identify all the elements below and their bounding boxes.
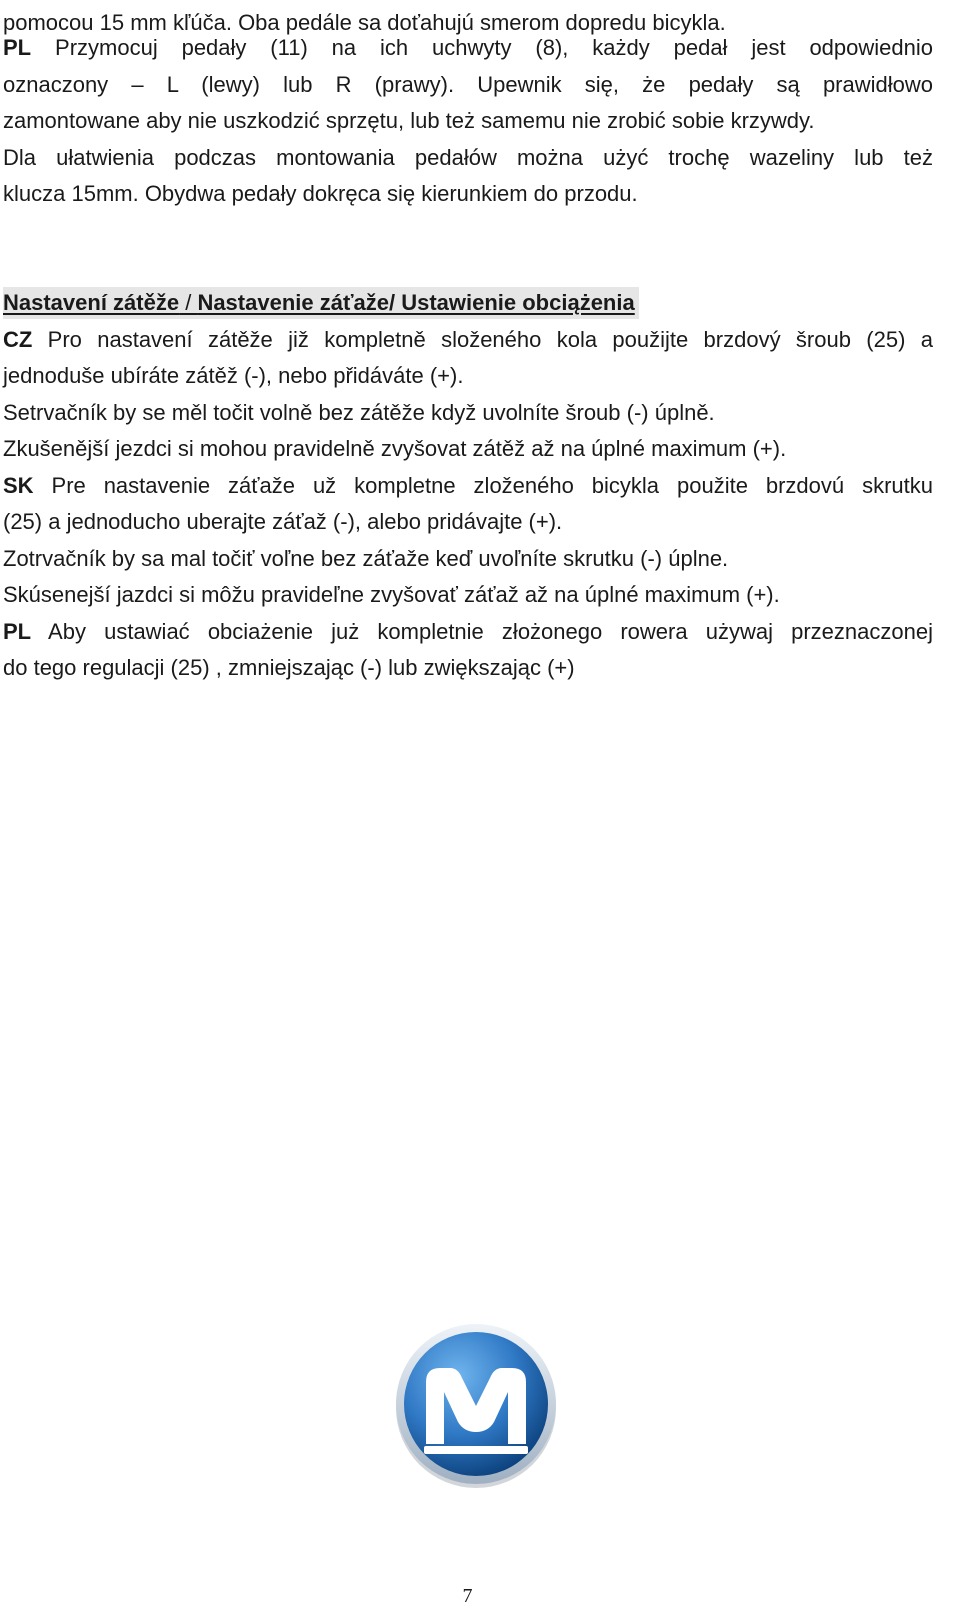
heading-part: Nastavení zátěže: [3, 290, 180, 315]
text-line: [3, 102, 933, 139]
text-line-content: Zkušenější jezdci si mohou pravidelně zvyšovat zátěž až na úplné maximum (+).: [3, 436, 787, 461]
brand-logo-icon: [392, 1322, 560, 1490]
text-line: [3, 613, 933, 650]
text-line-content: Aby ustawiać obciażenie już kompletnie złożonego rowera używaj przeznaczonej: [48, 619, 933, 644]
text-line: [3, 576, 933, 613]
text-line-content: Skúsenejší jazdci si môžu pravideľne zvyšovať záťaž až na úplné maximum (+).: [3, 582, 780, 607]
text-line: [3, 394, 933, 431]
text-line-content: zamontowane aby nie uszkodzić sprzętu, lub też samemu nie zrobić sobie krzywdy.: [3, 108, 815, 133]
text-line: [3, 503, 933, 540]
text-line: [3, 321, 933, 358]
language-code: PL: [3, 619, 32, 644]
text-line-content: do tego regulacji (25) , zmniejszając (-) lub zwiększając (+): [3, 655, 575, 680]
text-line-content: (25) a jednoducho uberajte záťaž (-), alebo pridávajte (+).: [3, 509, 563, 534]
text-line: [3, 139, 933, 176]
text-line: [3, 649, 933, 686]
text-line-content: Setrvačník by se měl točit volně bez zátěže když uvolníte šroub (-) úplně.: [3, 400, 715, 425]
page-number: 7: [462, 1585, 473, 1607]
language-code: PL: [3, 35, 32, 60]
text-line-content: pomocou 15 mm kľúča. Oba pedále sa doťahujú smerom dopredu bicykla.: [3, 10, 726, 35]
text-line-content: jednoduše ubíráte zátěž (-), nebo přidáváte (+).: [3, 363, 464, 388]
language-code: SK: [3, 473, 34, 498]
text-line-content: Zotrvačník by sa mal točiť voľne bez záťaže keď uvoľníte skrutku (-) úplne.: [3, 546, 729, 571]
text-line: [3, 66, 933, 103]
section-heading: [3, 287, 639, 319]
text-line: [3, 540, 933, 577]
text-line: [3, 175, 933, 212]
language-code: CZ: [3, 327, 33, 352]
text-line: [3, 467, 933, 504]
heading-part: Nastavenie záťaže/ Ustawienie obciążenia: [197, 290, 635, 315]
text-line: [3, 357, 933, 394]
text-line-content: Pre nastavenie záťaže už kompletne zloženého bicykla použite brzdovú skrutku: [51, 473, 933, 498]
text-line-content: klucza 15mm. Obydwa pedały dokręca się kierunkiem do przodu.: [3, 181, 638, 206]
text-line: [3, 29, 933, 66]
text-line: [3, 430, 933, 467]
text-line-content: Pro nastavení zátěže již kompletně složeného kola použijte brzdový šroub (25) a: [47, 327, 933, 352]
heading-separator: /: [179, 290, 198, 315]
text-line-content: Przymocuj pedały (11) na ich uchwyty (8), każdy pedał jest odpowiednio: [55, 35, 933, 60]
text-line-content: Dla ułatwienia podczas montowania pedałów można użyć trochę wazeliny lub też: [3, 145, 933, 170]
text-line-content: oznaczony – L (lewy) lub R (prawy). Upewnik się, że pedały są prawidłowo: [3, 72, 933, 97]
